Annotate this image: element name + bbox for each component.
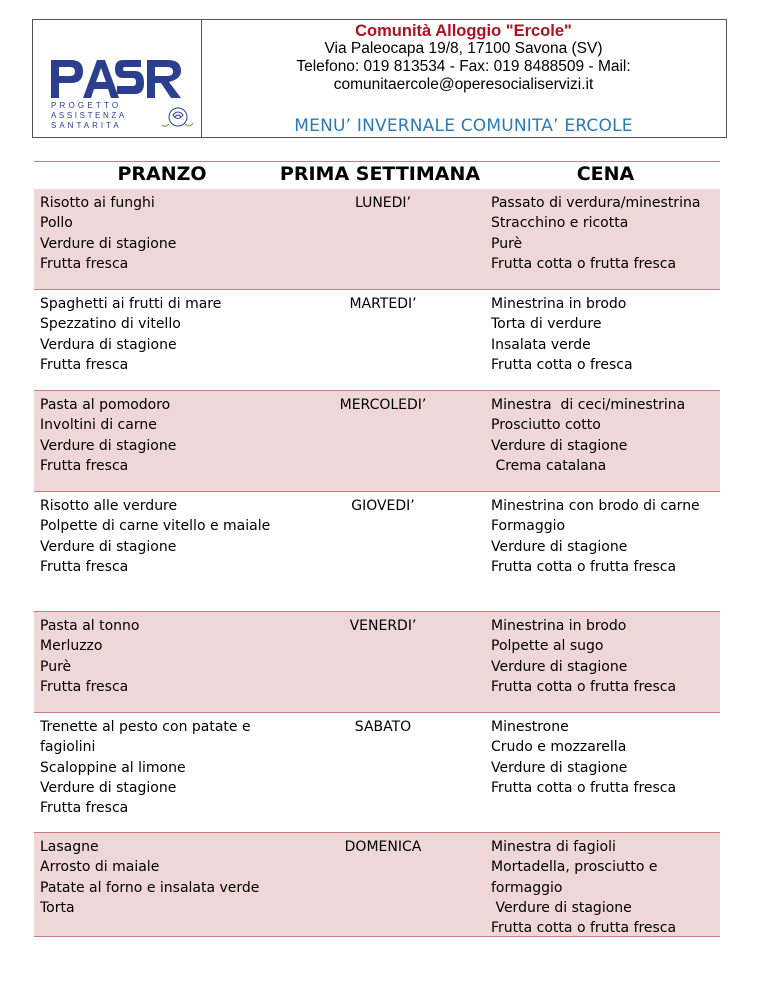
dinner-item: Verdure di stagione — [491, 658, 628, 675]
logo-tagline-1: PROGETTO — [51, 101, 122, 110]
dinner-item: Crudo e mozzarella — [491, 739, 627, 756]
lunch-cell — [40, 294, 272, 375]
org-info — [201, 20, 726, 94]
day-cell: LUNEDI’ — [354, 195, 412, 211]
lunch-item: Risotto alle verdure — [40, 498, 178, 514]
lunch-item: Pasta al tonno — [40, 618, 140, 634]
dinner-item: Torta di verdure — [491, 316, 602, 333]
dinner-cell — [491, 294, 723, 375]
lunch-cell — [40, 837, 272, 918]
lunch-item: Involtini di carne — [40, 417, 157, 434]
lunch-item: Frutta fresca — [40, 255, 129, 272]
rose-icon — [162, 108, 193, 126]
logo-tagline-3: SANTARITA — [51, 121, 122, 130]
lunch-item: Frutta fresca — [40, 558, 129, 575]
dinner-item: Frutta cotta o frutta fresca — [491, 558, 677, 575]
day-cell: MERCOLEDI’ — [339, 397, 427, 413]
table-row — [34, 189, 720, 290]
lunch-cell — [40, 616, 272, 697]
lunch-item: Pollo — [40, 215, 73, 232]
dinner-item: Purè — [491, 235, 523, 252]
dinner-item: Verdure di stagione — [491, 437, 628, 454]
lunch-item: Verdure di stagione — [40, 235, 177, 252]
lunch-cell — [40, 717, 272, 818]
lunch-item: Verdure di stagione — [40, 538, 177, 555]
lunch-item: Pasta al pomodoro — [40, 397, 171, 413]
dinner-item: Verdure di stagione — [491, 538, 628, 555]
dinner-item: Passato di verdura/minestrina — [491, 195, 701, 211]
dinner-item: Minestrina in brodo — [491, 296, 627, 312]
header-box — [32, 19, 727, 138]
lunch-item: Frutta fresca — [40, 678, 129, 695]
lunch-item: Purè — [40, 658, 72, 675]
lunch-item: Arrosto di maiale — [40, 859, 160, 876]
pasr-logo — [49, 38, 199, 134]
dinner-cell — [491, 496, 723, 577]
lunch-item: Spezzatino di vitello — [40, 316, 181, 333]
dinner-item: Frutta cotta o fresca — [491, 356, 633, 373]
table-row — [34, 833, 720, 937]
lunch-item: Frutta fresca — [40, 800, 129, 817]
dinner-item: Polpette al sugo — [491, 638, 604, 655]
dinner-item: Frutta cotta o frutta fresca — [491, 779, 677, 796]
dinner-item: Mortadella, prosciutto e formaggio — [491, 859, 662, 896]
dinner-item: Frutta cotta o frutta fresca — [491, 255, 677, 272]
day-cell: SABATO — [354, 719, 412, 735]
org-name: Comunità Alloggio "Ercole" — [355, 22, 572, 40]
dinner-cell — [491, 395, 723, 476]
dinner-cell — [491, 616, 723, 697]
lunch-item: Spaghetti ai frutti di mare — [40, 296, 222, 312]
lunch-item: Torta — [40, 899, 75, 916]
table-row — [34, 391, 720, 492]
dinner-item: Insalata verde — [491, 336, 591, 353]
org-phone: Telefono: 019 813534 - Fax: 019 8488509 - Mail: — [296, 58, 631, 75]
lunch-cell — [40, 395, 272, 476]
day-cell: DOMENICA — [344, 839, 422, 855]
lunch-item: Verdura di stagione — [40, 336, 177, 353]
dinner-item: Formaggio — [491, 518, 566, 535]
dinner-item: Frutta cotta o frutta fresca — [491, 678, 677, 695]
dinner-item: Frutta cotta o frutta fresca — [491, 920, 677, 937]
menu-title: MENU’ INVERNALE COMUNITA’ ERCOLE — [294, 116, 633, 136]
table-row — [34, 492, 720, 612]
table-row — [34, 612, 720, 713]
lunch-item: Polpette di carne vitello e maiale — [40, 518, 271, 535]
dinner-item: Verdure di stagione — [491, 899, 632, 916]
menu-table — [34, 161, 720, 162]
lunch-item: Risotto ai funghi — [40, 195, 155, 211]
dinner-item: Stracchino e ricotta — [491, 215, 629, 232]
lunch-item: Frutta fresca — [40, 356, 129, 373]
logo-tagline-2: ASSISTENZA — [51, 111, 127, 120]
org-email: comunitaercole@operesocialiservizi.it — [333, 76, 594, 93]
header-week: PRIMA SETTIMANA — [279, 163, 481, 185]
header-dinner: CENA — [576, 163, 635, 185]
header-lunch: PRANZO — [117, 163, 207, 185]
dinner-item: Minestrina in brodo — [491, 618, 627, 634]
lunch-item: Merluzzo — [40, 638, 103, 655]
day-cell: MARTEDI’ — [349, 296, 417, 312]
dinner-item: Minestrone — [491, 719, 569, 735]
dinner-item: Minestra di ceci/minestrina — [491, 397, 686, 413]
day-cell: GIOVEDI’ — [351, 498, 415, 514]
lunch-item: Verdure di stagione — [40, 437, 177, 454]
dinner-item: Crema catalana — [491, 457, 607, 474]
lunch-item: Verdure di stagione — [40, 779, 177, 796]
dinner-cell — [491, 193, 723, 274]
lunch-cell — [40, 193, 272, 274]
dinner-item: Prosciutto cotto — [491, 417, 601, 434]
dinner-cell — [491, 717, 723, 798]
lunch-item: Lasagne — [40, 839, 99, 855]
lunch-cell — [40, 496, 272, 577]
table-row — [34, 290, 720, 391]
dinner-cell — [491, 837, 723, 938]
dinner-item: Minestra di fagioli — [491, 839, 616, 855]
day-cell: VENERDI’ — [349, 618, 417, 634]
dinner-item: Minestrina con brodo di carne — [491, 498, 700, 514]
dinner-item: Verdure di stagione — [491, 759, 628, 776]
lunch-item: Trenette al pesto con patate e fagiolini — [40, 719, 251, 756]
logo-cell — [33, 20, 202, 137]
lunch-item: Scaloppine al limone — [40, 759, 186, 776]
lunch-item: Frutta fresca — [40, 457, 129, 474]
org-address: Via Paleocapa 19/8, 17100 Savona (SV) — [324, 40, 603, 57]
lunch-item: Patate al forno e insalata verde — [40, 879, 260, 896]
table-row — [34, 713, 720, 833]
